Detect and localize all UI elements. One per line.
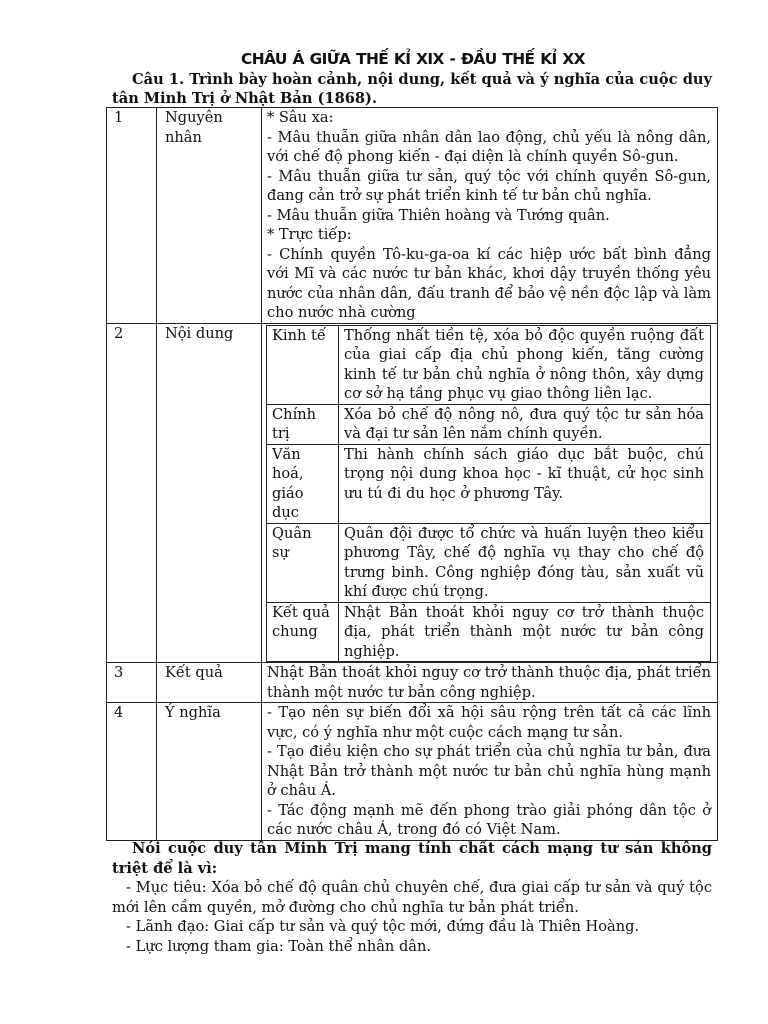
row-content: Nhật Bản thoát khỏi nguy cơ trở thành thuộc địa, phát triển thành một nước tư bản công nghiệp.	[262, 663, 718, 703]
reform-description: Quân đội được tổ chức và huấn luyện theo kiểu phương Tây, chế độ nghĩa vụ thay cho chế độ trưng binh. Công nghiệp đóng tàu, sản xuất vũ khí được chú trọng.	[339, 523, 711, 602]
reform-row-overall-result	[267, 602, 711, 662]
content-line: - Mâu thuẫn giữa tư sản, quý tộc với chính quyền Sô-gun, đang cản trở sự phát triển kinh tế tư bản chủ nghĩa.	[267, 167, 711, 204]
reform-field: Quân sự	[267, 523, 339, 602]
row-number: 1	[107, 108, 157, 324]
reform-description: Nhật Bản thoát khỏi nguy cơ trở thành thuộc địa, phát triển thành một nước tư bản công nghiệp.	[339, 602, 711, 662]
conclusion-item: - Mục tiêu: Xóa bỏ chế độ quân chủ chuyên chế, đưa giai cấp tư sản và quý tộc mới lên cầm quyền, mở đường cho chủ nghĩa tư bản phát triển.	[112, 879, 712, 916]
reform-field: Kinh tế	[267, 325, 339, 404]
conclusion-section	[112, 839, 712, 956]
content-line: - Chính quyền Tô-ku-ga-oa kí các hiệp ước bất bình đẳng với Mĩ và các nước tư bản khác, khơi dậy truyền thống yêu nước của nhân dân, đấu tranh để bảo vệ nền độc lập và làm cho nước nhà cường	[267, 245, 711, 321]
row-label: Ý nghĩa	[157, 703, 262, 841]
content-line: - Tạo điều kiện cho sự phát triển của chủ nghĩa tư bản, đưa Nhật Bản trở thành một nước tư bản chủ nghĩa hùng mạnh ở châu Á.	[267, 743, 711, 799]
content-line: * Trực tiếp:	[267, 226, 352, 243]
page-title: CHÂU Á GIỮA THẾ KỈ XIX - ĐẦU THẾ KỈ XX	[241, 50, 585, 68]
row-label: Kết quả	[157, 663, 262, 703]
row-label: Nội dung	[157, 323, 262, 663]
row-content	[262, 108, 718, 324]
question-heading: Câu 1. Trình bày hoàn cảnh, nội dung, kết quả và ý nghĩa của cuộc duy tân Minh Trị ở Nhật Bản (1868).	[112, 71, 712, 107]
conclusion-heading: Nói cuộc duy tân Minh Trị mang tính chất cách mạng tư sản không triệt để là vì:	[112, 840, 712, 877]
reform-field: Chính trị	[267, 404, 339, 444]
content-line: - Tác động mạnh mẽ đến phong trào giải phóng dân tộc ở các nước châu Á, trong đó có Việt Nam.	[267, 801, 711, 838]
reform-row-economy	[267, 325, 711, 404]
reform-field: Kết quả chung	[267, 602, 339, 662]
row-number: 2	[107, 323, 157, 663]
reform-row-culture-education	[267, 444, 711, 523]
table-row-content	[107, 323, 718, 663]
reform-row-military	[267, 523, 711, 602]
reform-table	[266, 325, 711, 663]
content-line: * Sâu xa:	[267, 109, 334, 126]
reform-description: Thi hành chính sách giáo dục bắt buộc, chú trọng nội dung khoa học - kĩ thuật, cử học sinh ưu tú đi du học ở phương Tây.	[339, 444, 711, 523]
reform-description: Thống nhất tiền tệ, xóa bỏ độc quyền ruộng đất của giai cấp địa chủ phong kiến, tăng cường kinh tế tư bản chủ nghĩa ở nông thôn, xây dựng cơ sở hạ tầng phục vụ giao thông liên lạc.	[339, 325, 711, 404]
row-number: 3	[107, 663, 157, 703]
reform-row-politics	[267, 404, 711, 444]
row-number: 4	[107, 703, 157, 841]
row-content	[262, 703, 718, 841]
reform-field: Văn hoá, giáo dục	[267, 444, 339, 523]
table-row-causes	[107, 108, 718, 324]
content-line: - Mâu thuẫn giữa Thiên hoàng và Tướng quân.	[267, 206, 610, 224]
reform-description: Xóa bỏ chế độ nông nô, đưa quý tộc tư sản hóa và đại tư sản lên nắm chính quyền.	[339, 404, 711, 444]
conclusion-item: - Lãnh đạo: Giai cấp tư sản và quý tộc mới, đứng đầu là Thiên Hoàng.	[126, 918, 640, 935]
table-row-significance	[107, 703, 718, 841]
table-row-result	[107, 663, 718, 703]
content-line: - Mâu thuẫn giữa nhân dân lao động, chủ yếu là nông dân, với chế độ phong kiến - đại diện là chính quyền Sô-gun.	[267, 128, 711, 165]
row-content	[262, 323, 718, 663]
main-table	[106, 107, 718, 841]
conclusion-item: - Lực lượng tham gia: Toàn thể nhân dân.	[126, 937, 432, 955]
row-label: Nguyên nhân	[157, 108, 262, 324]
content-line: - Tạo nên sự biến đổi xã hội sâu rộng trên tất cả các lĩnh vực, có ý nghĩa như một cuộc cách mạng tư sản.	[267, 704, 711, 741]
